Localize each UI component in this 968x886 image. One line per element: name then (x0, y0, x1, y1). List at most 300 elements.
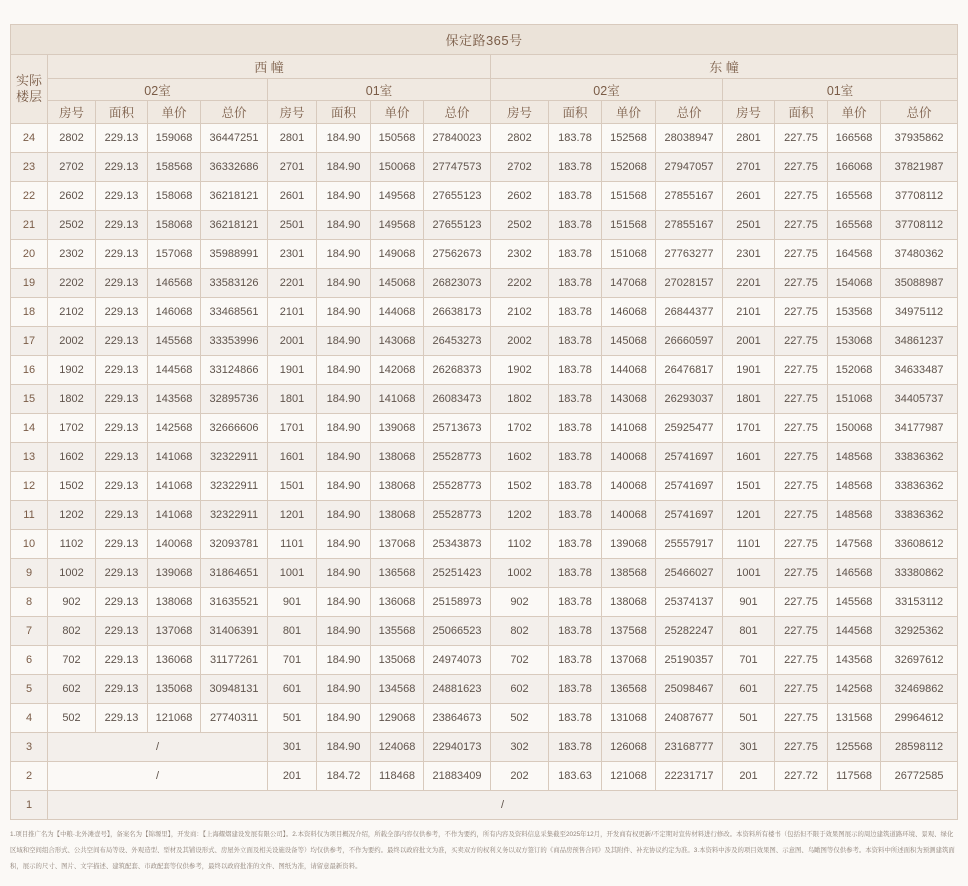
east-02-room-number-cell: 1202 (491, 501, 549, 530)
east-01-room-number-cell: 1001 (723, 559, 775, 588)
west-01-unit-price-cell: 149068 (371, 240, 424, 269)
west-02-unit-price-cell: 137068 (148, 617, 201, 646)
floor-cell: 14 (11, 414, 48, 443)
east-02-room-number-cell: 1102 (491, 530, 549, 559)
east-01-unit-price-cell: 152068 (828, 356, 881, 385)
east-01-room-number-cell: 801 (723, 617, 775, 646)
floor-cell: 6 (11, 646, 48, 675)
unit-header-row (11, 79, 958, 101)
west-01-unit-price-cell: 145068 (371, 269, 424, 298)
west-02-unit-price-cell: 144568 (148, 356, 201, 385)
floor-cell: 24 (11, 124, 48, 153)
table-row (11, 356, 958, 385)
east-02-area-cell: 183.78 (549, 646, 602, 675)
east-01-unit-price-cell: 148568 (828, 472, 881, 501)
floor-cell: 11 (11, 501, 48, 530)
east-02-area-cell: 183.78 (549, 124, 602, 153)
west-02-area-cell: 229.13 (96, 472, 148, 501)
east-02-unit-price-cell: 152068 (602, 153, 656, 182)
table-row (11, 646, 958, 675)
price-table (10, 24, 958, 820)
east-02-total-price-cell: 25557917 (656, 530, 723, 559)
east-02-total-price-cell: 25741697 (656, 472, 723, 501)
west-01-total-price-cell: 23864673 (424, 704, 491, 733)
building-header-west: 西 幢 (48, 55, 491, 79)
east-01-total-price-cell: 28598112 (881, 733, 958, 762)
west-01-total-price-cell: 25528773 (424, 443, 491, 472)
east-01-unit-price-cell: 145568 (828, 588, 881, 617)
east-02-area-cell: 183.78 (549, 559, 602, 588)
east-01-room-number-cell: 1901 (723, 356, 775, 385)
west-01-total-price-cell: 27655123 (424, 211, 491, 240)
west-01-total-price-cell: 25158973 (424, 588, 491, 617)
east-02-room-number-cell: 902 (491, 588, 549, 617)
east-02-room-number-cell: 1002 (491, 559, 549, 588)
east-01-area-cell: 227.75 (775, 588, 828, 617)
column-header-area: 面积 (549, 101, 602, 124)
east-02-total-price-cell: 25741697 (656, 443, 723, 472)
east-01-total-price-cell: 32925362 (881, 617, 958, 646)
west-01-area-cell: 184.90 (317, 472, 371, 501)
west-02-room-number-cell: 602 (48, 675, 96, 704)
east-02-area-cell: 183.78 (549, 211, 602, 240)
west-02-total-price-cell: 36447251 (201, 124, 268, 153)
west-02-area-cell: 229.13 (96, 356, 148, 385)
west-02-unit-price-cell: 139068 (148, 559, 201, 588)
east-01-total-price-cell: 34177987 (881, 414, 958, 443)
east-01-room-number-cell: 1801 (723, 385, 775, 414)
east-01-area-cell: 227.75 (775, 733, 828, 762)
west-02-total-price-cell: 33353996 (201, 327, 268, 356)
east-01-room-number-cell: 2301 (723, 240, 775, 269)
west-02-area-cell: 229.13 (96, 646, 148, 675)
east-02-unit-price-cell: 136568 (602, 675, 656, 704)
table-row (11, 298, 958, 327)
table-row (11, 385, 958, 414)
west-01-room-number-cell: 901 (268, 588, 317, 617)
east-01-room-number-cell: 201 (723, 762, 775, 791)
west-01-area-cell: 184.90 (317, 443, 371, 472)
floor-cell: 5 (11, 675, 48, 704)
east-02-room-number-cell: 602 (491, 675, 549, 704)
west-01-room-number-cell: 801 (268, 617, 317, 646)
east-02-total-price-cell: 28038947 (656, 124, 723, 153)
east-01-total-price-cell: 34633487 (881, 356, 958, 385)
east-02-area-cell: 183.78 (549, 733, 602, 762)
price-table-container (10, 24, 957, 820)
page-title: 保定路365号 (11, 25, 958, 55)
east-01-area-cell: 227.75 (775, 646, 828, 675)
column-header-total-price: 总价 (881, 101, 958, 124)
east-02-unit-price-cell: 140068 (602, 443, 656, 472)
east-01-area-cell: 227.75 (775, 327, 828, 356)
west-02-area-cell: 229.13 (96, 240, 148, 269)
west-01-unit-price-cell: 136568 (371, 559, 424, 588)
table-row (11, 211, 958, 240)
east-01-unit-price-cell: 148568 (828, 443, 881, 472)
west-02-room-number-cell: 1002 (48, 559, 96, 588)
west-01-total-price-cell: 24974073 (424, 646, 491, 675)
west-01-total-price-cell: 24881623 (424, 675, 491, 704)
east-02-room-number-cell: 2202 (491, 269, 549, 298)
west-01-room-number-cell: 1101 (268, 530, 317, 559)
east-01-unit-price-cell: 154068 (828, 269, 881, 298)
east-01-unit-price-cell: 125568 (828, 733, 881, 762)
east-01-unit-price-cell: 146568 (828, 559, 881, 588)
east-02-room-number-cell: 1502 (491, 472, 549, 501)
floor-cell: 20 (11, 240, 48, 269)
east-01-unit-price-cell: 153568 (828, 298, 881, 327)
east-01-total-price-cell: 33380862 (881, 559, 958, 588)
west-02-unit-price-cell: 140068 (148, 530, 201, 559)
west-02-total-price-cell: 31864651 (201, 559, 268, 588)
floor-cell: 17 (11, 327, 48, 356)
east-01-room-number-cell: 1101 (723, 530, 775, 559)
west-02-unit-price-cell: 158068 (148, 182, 201, 211)
east-01-total-price-cell: 37708112 (881, 182, 958, 211)
west-01-total-price-cell: 25251423 (424, 559, 491, 588)
east-01-unit-price-cell: 117568 (828, 762, 881, 791)
west-02-total-price-cell: 35988991 (201, 240, 268, 269)
west-02-total-price-cell: 36218121 (201, 211, 268, 240)
east-02-unit-price-cell: 143068 (602, 385, 656, 414)
east-02-area-cell: 183.78 (549, 675, 602, 704)
west-01-room-number-cell: 1901 (268, 356, 317, 385)
west-02-room-number-cell: 2702 (48, 153, 96, 182)
east-02-room-number-cell: 1802 (491, 385, 549, 414)
west-01-unit-price-cell: 135568 (371, 617, 424, 646)
east-01-area-cell: 227.75 (775, 356, 828, 385)
east-02-area-cell: 183.78 (549, 385, 602, 414)
west-02-area-cell: 229.13 (96, 327, 148, 356)
east-02-unit-price-cell: 151568 (602, 182, 656, 211)
floor-cell: 4 (11, 704, 48, 733)
west-01-unit-price-cell: 136068 (371, 588, 424, 617)
east-01-room-number-cell: 1501 (723, 472, 775, 501)
east-02-total-price-cell: 25098467 (656, 675, 723, 704)
west-01-room-number-cell: 701 (268, 646, 317, 675)
table-row (11, 559, 958, 588)
east-01-unit-price-cell: 165568 (828, 182, 881, 211)
west-01-area-cell: 184.90 (317, 501, 371, 530)
east-01-room-number-cell: 301 (723, 733, 775, 762)
west-02-area-cell: 229.13 (96, 153, 148, 182)
east-01-room-number-cell: 1601 (723, 443, 775, 472)
west-01-room-number-cell: 501 (268, 704, 317, 733)
east-02-room-number-cell: 1602 (491, 443, 549, 472)
west-01-total-price-cell: 26823073 (424, 269, 491, 298)
west-02-area-cell: 229.13 (96, 182, 148, 211)
west-02-unit-price-cell: 157068 (148, 240, 201, 269)
west-01-room-number-cell: 2001 (268, 327, 317, 356)
west-01-room-number-cell: 2501 (268, 211, 317, 240)
west-01-unit-price-cell: 124068 (371, 733, 424, 762)
east-01-total-price-cell: 33836362 (881, 443, 958, 472)
east-02-unit-price-cell: 146068 (602, 298, 656, 327)
table-row (11, 414, 958, 443)
column-header-total-price: 总价 (424, 101, 491, 124)
west-01-area-cell: 184.90 (317, 327, 371, 356)
west-01-room-number-cell: 1601 (268, 443, 317, 472)
west-01-total-price-cell: 26638173 (424, 298, 491, 327)
west-02-area-cell: 229.13 (96, 269, 148, 298)
west-01-unit-price-cell: 138068 (371, 501, 424, 530)
east-01-unit-price-cell: 150068 (828, 414, 881, 443)
west-01-area-cell: 184.90 (317, 269, 371, 298)
west-02-unit-price-cell: 141068 (148, 472, 201, 501)
column-header-total-price: 总价 (201, 101, 268, 124)
west-01-room-number-cell: 2601 (268, 182, 317, 211)
floor-cell: 2 (11, 762, 48, 791)
west-01-unit-price-cell: 150568 (371, 124, 424, 153)
west-02-area-cell: 229.13 (96, 704, 148, 733)
west-02-total-price-cell: 27740311 (201, 704, 268, 733)
east-01-room-number-cell: 601 (723, 675, 775, 704)
east-01-total-price-cell: 35088987 (881, 269, 958, 298)
west-01-room-number-cell: 1201 (268, 501, 317, 530)
title-row (11, 25, 958, 55)
table-row (11, 472, 958, 501)
east-01-unit-price-cell: 142568 (828, 675, 881, 704)
east-02-area-cell: 183.78 (549, 617, 602, 646)
east-02-total-price-cell: 26660597 (656, 327, 723, 356)
east-02-room-number-cell: 2802 (491, 124, 549, 153)
east-02-unit-price-cell: 126068 (602, 733, 656, 762)
east-02-room-number-cell: 2702 (491, 153, 549, 182)
west-02-room-number-cell: 502 (48, 704, 96, 733)
table-row (11, 704, 958, 733)
east-02-room-number-cell: 2002 (491, 327, 549, 356)
west-01-unit-price-cell: 138068 (371, 472, 424, 501)
east-02-unit-price-cell: 138068 (602, 588, 656, 617)
west-02-total-price-cell: 31177261 (201, 646, 268, 675)
west-02-not-available-cell: / (48, 762, 268, 791)
east-02-room-number-cell: 2602 (491, 182, 549, 211)
east-02-area-cell: 183.78 (549, 356, 602, 385)
east-01-room-number-cell: 2501 (723, 211, 775, 240)
east-01-total-price-cell: 34861237 (881, 327, 958, 356)
table-row (11, 240, 958, 269)
west-01-unit-price-cell: 143068 (371, 327, 424, 356)
east-02-total-price-cell: 24087677 (656, 704, 723, 733)
east-02-total-price-cell: 25925477 (656, 414, 723, 443)
east-01-room-number-cell: 1201 (723, 501, 775, 530)
west-01-total-price-cell: 25713673 (424, 414, 491, 443)
east-01-area-cell: 227.75 (775, 153, 828, 182)
west-02-unit-price-cell: 146068 (148, 298, 201, 327)
column-header-room-number: 房号 (268, 101, 317, 124)
west-01-area-cell: 184.90 (317, 559, 371, 588)
east-01-area-cell: 227.75 (775, 240, 828, 269)
east-01-unit-price-cell: 144568 (828, 617, 881, 646)
east-02-total-price-cell: 26476817 (656, 356, 723, 385)
west-01-area-cell: 184.90 (317, 646, 371, 675)
west-02-room-number-cell: 1502 (48, 472, 96, 501)
floor-header-line2: 楼层 (15, 89, 42, 104)
table-row (11, 269, 958, 298)
west-02-unit-price-cell: 141068 (148, 501, 201, 530)
west-02-not-available-cell: / (48, 733, 268, 762)
east-01-area-cell: 227.75 (775, 617, 828, 646)
west-01-room-number-cell: 2801 (268, 124, 317, 153)
east-02-room-number-cell: 1702 (491, 414, 549, 443)
west-02-unit-price-cell: 136068 (148, 646, 201, 675)
east-01-room-number-cell: 1701 (723, 414, 775, 443)
east-01-room-number-cell: 2001 (723, 327, 775, 356)
west-02-unit-price-cell: 159068 (148, 124, 201, 153)
east-02-unit-price-cell: 139068 (602, 530, 656, 559)
east-02-area-cell: 183.78 (549, 501, 602, 530)
west-01-total-price-cell: 21883409 (424, 762, 491, 791)
column-header-unit-price: 单价 (602, 101, 656, 124)
west-01-total-price-cell: 26453273 (424, 327, 491, 356)
west-01-total-price-cell: 25528773 (424, 501, 491, 530)
floor-cell: 16 (11, 356, 48, 385)
west-02-unit-price-cell: 146568 (148, 269, 201, 298)
west-01-room-number-cell: 2101 (268, 298, 317, 327)
west-02-total-price-cell: 36332686 (201, 153, 268, 182)
west-02-area-cell: 229.13 (96, 501, 148, 530)
unit-header-east-01: 01室 (723, 79, 958, 101)
east-02-area-cell: 183.78 (549, 443, 602, 472)
west-01-area-cell: 184.90 (317, 385, 371, 414)
east-02-total-price-cell: 27855167 (656, 182, 723, 211)
east-02-total-price-cell: 25466027 (656, 559, 723, 588)
east-01-room-number-cell: 2601 (723, 182, 775, 211)
west-02-room-number-cell: 702 (48, 646, 96, 675)
east-02-total-price-cell: 25374137 (656, 588, 723, 617)
east-01-total-price-cell: 37480362 (881, 240, 958, 269)
west-02-total-price-cell: 30948131 (201, 675, 268, 704)
west-01-total-price-cell: 25343873 (424, 530, 491, 559)
unit-header-west-02: 02室 (48, 79, 268, 101)
east-02-area-cell: 183.78 (549, 153, 602, 182)
east-01-unit-price-cell: 166068 (828, 153, 881, 182)
floor-cell: 21 (11, 211, 48, 240)
west-02-total-price-cell: 31635521 (201, 588, 268, 617)
column-header-unit-price: 单价 (371, 101, 424, 124)
east-01-total-price-cell: 37708112 (881, 211, 958, 240)
west-01-unit-price-cell: 150068 (371, 153, 424, 182)
east-02-unit-price-cell: 147068 (602, 269, 656, 298)
east-01-unit-price-cell: 164568 (828, 240, 881, 269)
floor-cell: 23 (11, 153, 48, 182)
east-02-unit-price-cell: 131068 (602, 704, 656, 733)
east-02-unit-price-cell: 138568 (602, 559, 656, 588)
west-02-unit-price-cell: 138068 (148, 588, 201, 617)
table-row (11, 617, 958, 646)
east-02-area-cell: 183.78 (549, 472, 602, 501)
east-02-total-price-cell: 25741697 (656, 501, 723, 530)
table-row (11, 443, 958, 472)
east-01-total-price-cell: 33153112 (881, 588, 958, 617)
west-01-room-number-cell: 2701 (268, 153, 317, 182)
west-02-total-price-cell: 32322911 (201, 501, 268, 530)
east-02-room-number-cell: 1902 (491, 356, 549, 385)
east-02-unit-price-cell: 151068 (602, 240, 656, 269)
west-02-area-cell: 229.13 (96, 530, 148, 559)
east-02-unit-price-cell: 140068 (602, 501, 656, 530)
west-01-unit-price-cell: 149568 (371, 182, 424, 211)
east-01-total-price-cell: 33836362 (881, 472, 958, 501)
column-header-room-number: 房号 (48, 101, 96, 124)
east-01-total-price-cell: 29964612 (881, 704, 958, 733)
table-row (11, 124, 958, 153)
west-01-area-cell: 184.90 (317, 153, 371, 182)
east-02-area-cell: 183.78 (549, 269, 602, 298)
floor-cell: 10 (11, 530, 48, 559)
east-01-total-price-cell: 32469862 (881, 675, 958, 704)
east-02-unit-price-cell: 144068 (602, 356, 656, 385)
west-01-room-number-cell: 301 (268, 733, 317, 762)
east-02-unit-price-cell: 140068 (602, 472, 656, 501)
column-header-row (11, 101, 958, 124)
west-02-room-number-cell: 2302 (48, 240, 96, 269)
west-01-total-price-cell: 22940173 (424, 733, 491, 762)
west-01-area-cell: 184.90 (317, 356, 371, 385)
west-01-room-number-cell: 1801 (268, 385, 317, 414)
column-header-total-price: 总价 (656, 101, 723, 124)
west-01-room-number-cell: 201 (268, 762, 317, 791)
west-01-area-cell: 184.90 (317, 240, 371, 269)
east-02-unit-price-cell: 121068 (602, 762, 656, 791)
east-02-room-number-cell: 2102 (491, 298, 549, 327)
east-02-total-price-cell: 27947057 (656, 153, 723, 182)
east-02-total-price-cell: 25282247 (656, 617, 723, 646)
west-02-unit-price-cell: 158068 (148, 211, 201, 240)
east-02-room-number-cell: 802 (491, 617, 549, 646)
east-01-area-cell: 227.75 (775, 385, 828, 414)
floor-cell: 9 (11, 559, 48, 588)
west-01-area-cell: 184.90 (317, 211, 371, 240)
floor-cell: 19 (11, 269, 48, 298)
west-01-unit-price-cell: 135068 (371, 646, 424, 675)
west-02-area-cell: 229.13 (96, 385, 148, 414)
west-01-area-cell: 184.90 (317, 588, 371, 617)
column-header-area: 面积 (775, 101, 828, 124)
table-row (11, 588, 958, 617)
east-02-unit-price-cell: 141068 (602, 414, 656, 443)
west-02-total-price-cell: 33583126 (201, 269, 268, 298)
west-01-area-cell: 184.90 (317, 530, 371, 559)
west-01-unit-price-cell: 149568 (371, 211, 424, 240)
west-01-area-cell: 184.90 (317, 182, 371, 211)
east-01-room-number-cell: 2201 (723, 269, 775, 298)
east-02-total-price-cell: 27855167 (656, 211, 723, 240)
east-02-unit-price-cell: 151568 (602, 211, 656, 240)
table-row (11, 327, 958, 356)
east-02-area-cell: 183.63 (549, 762, 602, 791)
west-01-area-cell: 184.90 (317, 124, 371, 153)
east-01-room-number-cell: 501 (723, 704, 775, 733)
unit-header-east-02: 02室 (491, 79, 723, 101)
west-02-area-cell: 229.13 (96, 559, 148, 588)
east-01-area-cell: 227.75 (775, 211, 828, 240)
east-01-area-cell: 227.75 (775, 675, 828, 704)
west-01-unit-price-cell: 144068 (371, 298, 424, 327)
east-02-total-price-cell: 25190357 (656, 646, 723, 675)
east-02-total-price-cell: 27763277 (656, 240, 723, 269)
west-02-total-price-cell: 32895736 (201, 385, 268, 414)
east-02-total-price-cell: 23168777 (656, 733, 723, 762)
east-01-area-cell: 227.75 (775, 269, 828, 298)
floor-header (11, 55, 48, 124)
table-row (11, 153, 958, 182)
column-header-area: 面积 (317, 101, 371, 124)
unit-header-west-01: 01室 (268, 79, 491, 101)
west-02-total-price-cell: 36218121 (201, 182, 268, 211)
west-01-unit-price-cell: 129068 (371, 704, 424, 733)
